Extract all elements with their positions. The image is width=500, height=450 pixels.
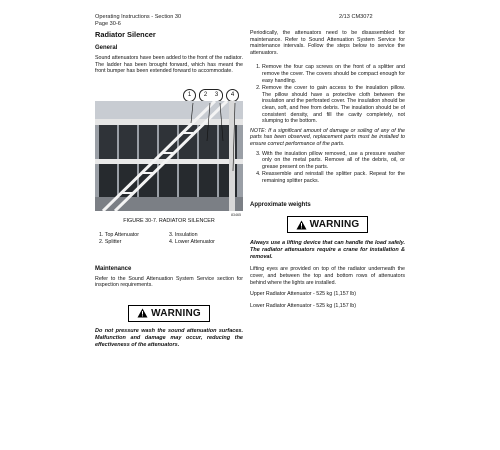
step-item: 2. Remove the cover to gain access to the insulation pillow. The pillow should have a protective cloth between the insulation and the perforated cover. The insulation should be clean, soft, and free from debris. The insulation should be of consistent density, and fill the cavity completely, not slumping to the bottom. (262, 85, 405, 125)
right-column (250, 30, 405, 309)
warning-box (128, 305, 210, 322)
service-steps-b (250, 151, 405, 185)
general-heading: General (95, 45, 118, 51)
weight-lower: Lower Radiator Attenuator - 525 kg (1,157 lb) (250, 302, 356, 309)
legend-item: 3. Insulation (169, 231, 198, 238)
radiator-photo (95, 101, 243, 211)
page-number: Page 30-6 (95, 21, 121, 27)
warning-box (287, 216, 369, 233)
warning-triangle-icon (137, 308, 148, 318)
warning-label: WARNING (309, 219, 360, 231)
left-column (95, 30, 243, 349)
warning-triangle-icon (296, 220, 307, 230)
lifting-paragraph: Lifting eyes are provided on top of the radiator underneath the cover, and between the top and bottom rows of attenuators behind where the lights are installed. (250, 266, 405, 286)
legend-item: 4. Lower Attenuator (169, 238, 215, 245)
legend-item: 2. Splitter (99, 238, 122, 245)
legend-item: 1. Top Attenuator (99, 231, 139, 238)
service-steps-a (250, 64, 405, 124)
warning-banner-right (250, 216, 405, 235)
callout-4: 4 (226, 89, 239, 102)
step-item: 1. Remove the four cap screws on the front of a splitter and remove the cover. The covers should be compact enough for easy handling. (262, 64, 405, 84)
section-title: Operating Instructions - Section 30 (95, 14, 182, 20)
callout-3: 3 (211, 90, 222, 101)
warning-label: WARNING (151, 307, 201, 319)
intro-paragraph: Periodically, the attenuators need to be disassembled for maintenance. Refer to Sound Attenuation System Service for maintenance intervals. Follow the steps below to service the attenuators. (250, 30, 405, 56)
maintenance-heading: Maintenance (95, 265, 132, 272)
warning-banner-left (95, 305, 243, 324)
general-paragraph: Sound attenuators have been added to the front of the radiator. The ladder has been brought forward, which has meant the front bumper has been extended forward to accommodate. (95, 55, 243, 75)
warning-text-right: Always use a lifting device that can handle the load safely. The radiator attenuators require a crane for installation & removal. (250, 239, 405, 260)
radiator-silencer-figure (95, 91, 243, 217)
radiator-photo-image (95, 101, 243, 211)
weights-heading: Approximate weights (250, 202, 311, 209)
callout-1: 1 (183, 89, 196, 102)
callout-2: 2 (200, 90, 211, 101)
warning-text-left: Do not pressure wash the sound attenuation surfaces. Malfunction and damage may occur, reducing the effectiveness of the attenuators. (95, 328, 243, 349)
note-paragraph: NOTE: If a significant amount of damage or soiling of any of the parts has been observed, replacement parts must be installed to ensure correct performance of the parts. (250, 127, 405, 147)
document-code: 2/13 CM3072 (339, 14, 373, 20)
page-title: Radiator Silencer (95, 30, 156, 39)
figure-caption: FIGURE 30-7. RADIATOR SILENCER (123, 217, 215, 224)
weight-upper: Upper Radiator Attenuator - 525 kg (1,157 lb) (250, 291, 356, 298)
maintenance-paragraph: Refer to the Sound Attenuation System Service section for inspection requirements. (95, 275, 243, 289)
step-item: 3. With the insulation pillow removed, use a pressure washer only on the metal parts. Remove all of the debris, oil, or grease present on the parts. (262, 151, 405, 171)
figure-code: 83465 (231, 212, 241, 217)
page-header-left (95, 14, 181, 28)
step-item: 4. Reassemble and reinstall the splitter pack. Repeat for the remaining splitter packs. (262, 171, 405, 184)
figure-legend (95, 232, 243, 246)
